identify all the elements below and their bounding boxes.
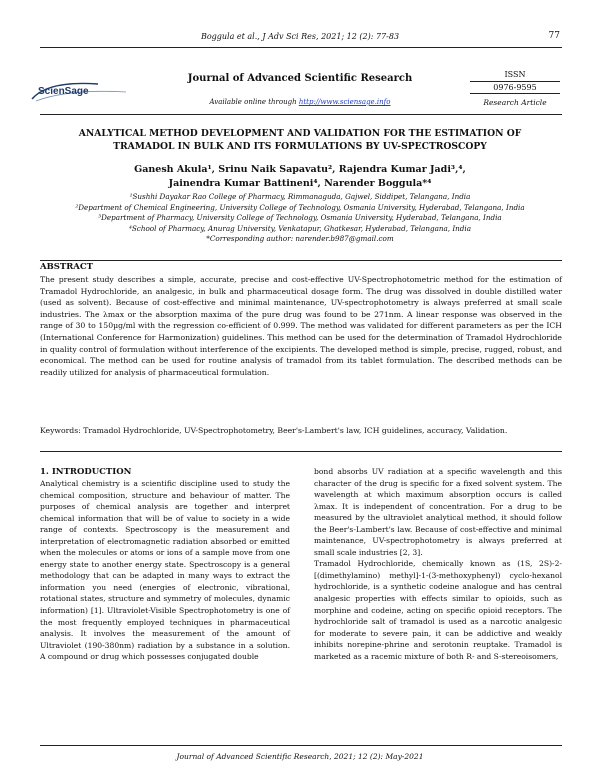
- affiliation-1: ¹Sushhi Dayakar Rao College of Pharmacy, Rimmanaguda, Gajwel, Siddipet, Telangana, India: [129, 192, 471, 201]
- title-line-1: ANALYTICAL METHOD DEVELOPMENT AND VALIDATION FOR THE ESTIMATION OF: [78, 128, 522, 139]
- footer-rule: [40, 745, 562, 746]
- article-type: Research Article: [483, 98, 547, 107]
- intro-paragraph-3: Tramadol Hydrochloride, chemically known as (1S, 2S)-2-[(dimethylamino) methyl]-1-(3-methoxyphenyl) cyclo-hexanol hydrochloride, is a synthetic codeine analogue and has central analgesic properties with effects similar to opioids, such as morphine and codeine, acting on specific opioid receptors. The hydrochloride salt of tramadol is used as a narcotic analgesic for moderate to severe pain, it can be addictive and weakly inhibits norepine-phrine and serotonin reuptake. Tramadol is marketed as a racemic mixture of both R- and S-stereoisomers,: [314, 559, 562, 661]
- issn-number: 0976-9595: [470, 81, 560, 94]
- journal-title: Journal of Advanced Scientific Research: [187, 73, 413, 84]
- introduction-heading: 1. INTRODUCTION: [40, 467, 132, 477]
- article-title: [60, 127, 540, 153]
- abstract-bottom-rule: [40, 451, 562, 452]
- keywords-list: Tramadol Hydrochloride, UV-Spectrophotometry, Beer's-Lambert's law, ICH guidelines, accuracy, Validation.: [80, 426, 508, 435]
- intro-paragraph-1: Analytical chemistry is a scientific discipline used to study the chemical composition, structure and behaviour of matter. The purposes of chemical analysis are together and interpret chemical information that will be of value to society in a wide range of contexts. Spectroscopy is the measurement and interpretation of electromagnetic radiation absorbed or emitted when the molecules or atoms or ions of a sample move from one energy state to another energy state. Spectroscopy is a general methodology that can be adapted in many ways to extract the information you need (energies of electronic, vibrational, rotational states, structure and symmetry of molecules, dynamic information) [1]. Ultraviolet-Visible Spectrophotometry is one of the most frequently employed techniques in pharmaceutical analysis. It involves the measurement of the amount of Ultraviolet (190-380nm) radiation by a substance in a solution. A compound or drug which possesses conjugated double: [40, 479, 290, 662]
- running-head: Boggula et al., J Adv Sci Res, 2021; 12 (2): 77-83: [200, 32, 400, 41]
- header-rule: [40, 47, 562, 48]
- abstract-text: The present study describes a simple, accurate, precise and cost-effective UV-Spectrophotometric method for the estimation of Tramadol Hydrochloride, an analgesic, in bulk and pharmaceutical dosage form. The drug was dissolved in double distilled water (used as solvent). Because of cost-effective and minimal maintenance, UV-spectrophotometry is always preferred at small scale industries. The λmax or the absorption maxima of the pure drug was found to be 271nm. A linear response was observed in the range of 30 to 150µg/ml with the regression co-efficient of 0.999. The method was validated for different parameters as per the ICH (International Conference for Harmonization) guidelines. This method can be used for the determination of Tramadol Hydrochloride in quality control of formulation without interference of the excipients. The developed method is simple, precise, rugged, robust, and economical. The method can be used for routine analysis of tramadol from its tablet formulation. The described methods can be readily utilized for analysis of pharmaceutical formulation.: [40, 275, 562, 377]
- abstract-top-rule: [40, 260, 562, 261]
- logo-text: ScienSage: [38, 86, 89, 97]
- page-number: 77: [548, 31, 560, 41]
- abstract-heading: ABSTRACT: [40, 262, 93, 272]
- page-footer: Journal of Advanced Scientific Research, 2021; 12 (2): May-2021: [176, 752, 424, 761]
- affiliation-3: ³Department of Pharmacy, University College of Technology, Osmania University, Hyderabad, Telangana, India: [98, 213, 502, 222]
- keywords: [40, 425, 562, 437]
- affiliations: [40, 192, 560, 245]
- masthead-rule: [40, 114, 562, 115]
- online-prefix: Available online through: [209, 98, 299, 106]
- author-list: [60, 163, 540, 191]
- intro-paragraph-2: bond absorbs UV radiation at a specific wavelength and this character of the drug is specific for a fixed solvent system. The wavelength at which maximum absorption occurs is called λmax. It is independent of concentration. For a drug to be measured by the ultraviolet analytical method, it should follow the Beer's-Lambert's law. Because of cost-effective and minimal maintenance, UV-spectrophotometry is always preferred at small scale industries [2, 3].: [314, 467, 562, 557]
- authors-line-2: Jainendra Kumar Battineni⁴, Narender Boggula*⁴: [168, 178, 432, 189]
- introduction-left-column: [40, 478, 290, 663]
- keywords-label: Keywords:: [40, 426, 81, 435]
- corresponding-author: *Corresponding author: narender.b987@gmail.com: [206, 234, 394, 243]
- introduction-right-column: [314, 466, 562, 662]
- affiliation-4: ⁴School of Pharmacy, Anurag University, Venkatapur, Ghatkesar, Hyderabad, Telangana, India: [129, 223, 471, 233]
- affiliation-2: ²Department of Chemical Engineering, University College of Technology, Osmania University, Hyderabad, Telangana, India: [75, 202, 525, 212]
- authors-line-1: Ganesh Akula¹, Srinu Naik Sapavatu², Rajendra Kumar Jadi³,⁴,: [134, 164, 466, 175]
- issn-label: ISSN: [504, 70, 526, 79]
- journal-website-link[interactable]: http://www.sciensage.info: [298, 98, 391, 106]
- title-line-2: TRAMADOL IN BULK AND ITS FORMULATIONS BY UV-SPECTROSCOPY: [113, 141, 487, 152]
